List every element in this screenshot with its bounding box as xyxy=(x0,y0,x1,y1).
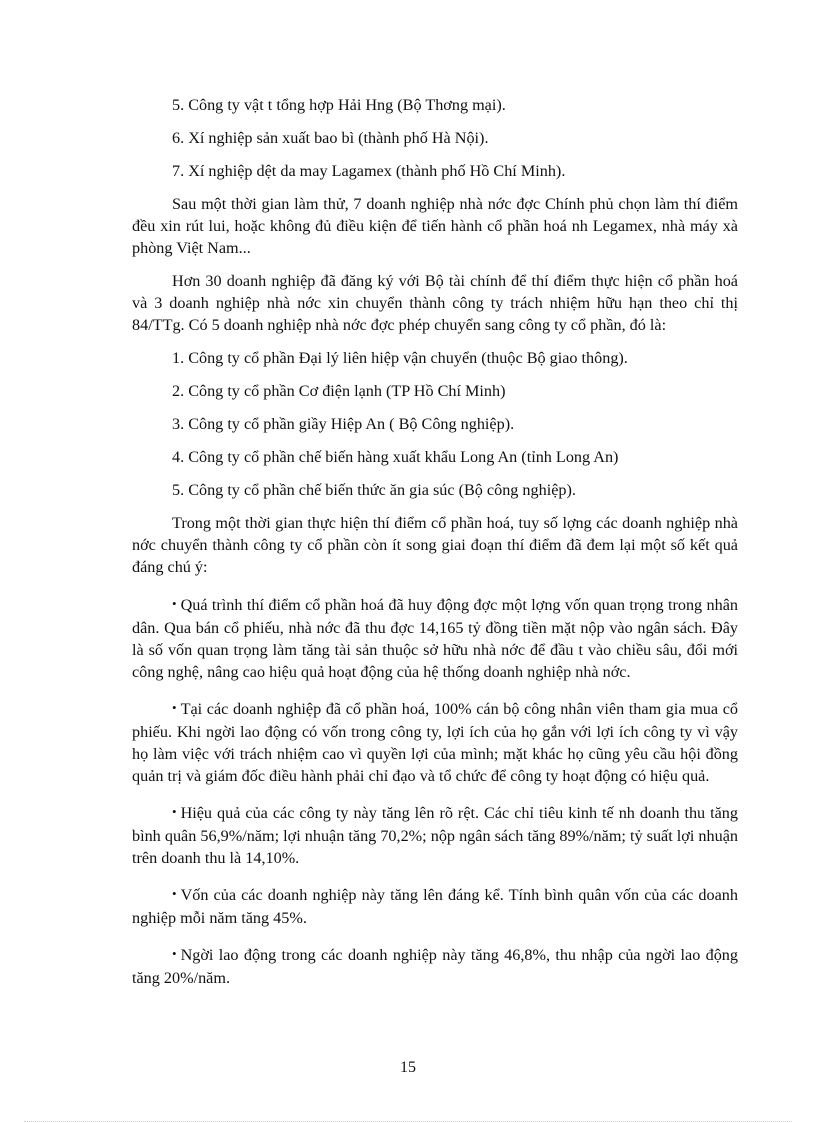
list-item: 4. Công ty cổ phần chế biến hàng xuất khẩu Long An (tỉnh Long An) xyxy=(172,448,619,466)
bullet-text: Hiệu quả của các công ty này tăng lên rõ rệt. Các chỉ tiêu kinh tế nh doanh thu tăng bình quân 56,9%/năm; lợi nhuận tăng 70,2%; nộp ngân sách tăng 89%/năm; tỷ suất lợi nhuận trên doanh thu là 14,10%. xyxy=(132,804,738,867)
bullet-icon: • xyxy=(172,700,177,715)
bullet-text: Tại các doanh nghiệp đã cổ phần hoá, 100% cán bộ công nhân viên tham gia mua cổ phiếu. Khi ngời lao động có vốn trong công ty, lợi ích của họ gắn với lợi ích công ty vì vậy họ làm việc với trách nhiệm cao vì quyền lợi của mình; mặt khác họ cũng yêu cầu hội đồng quản trị và giám đốc điều hành phải chỉ đạo và tổ chức để công ty hoạt động có hiệu quả. xyxy=(132,700,738,785)
paragraph: Trong một thời gian thực hiện thí điểm cổ phần hoá, tuy số lợng các doanh nghiệp nhà nớc chuyển thành công ty cổ phần còn ít song giai đoạn thí điểm đã đem lại một số kết quả đáng chú ý: xyxy=(132,514,738,576)
page-number: 15 xyxy=(400,1059,416,1076)
paragraph: Hơn 30 doanh nghiệp đã đăng ký với Bộ tài chính để thí điểm thực hiện cổ phần hoá và 3 doanh nghiệp nhà nớc xin chuyển thành công ty trách nhiệm hữu hạn theo chỉ thị 84/TTg. Có 5 doanh nghiệp nhà nớc đợc phép chuyển sang công ty cổ phần, đó là: xyxy=(132,272,738,334)
bullet-icon: • xyxy=(172,596,177,611)
bullet-text: Vốn của các doanh nghiệp này tăng lên đáng kể. Tính bình quân vốn của các doanh nghiệp mỗi năm tăng 45%. xyxy=(132,886,738,927)
bullet-paragraph xyxy=(132,698,738,787)
bullet-icon: • xyxy=(172,804,177,819)
bullet-paragraph xyxy=(132,594,738,683)
bullet-paragraph xyxy=(132,802,738,869)
page-body xyxy=(132,94,738,1004)
list-item: 5. Công ty cổ phần chế biến thức ăn gia súc (Bộ công nghiệp). xyxy=(172,481,576,499)
page-bottom-divider xyxy=(24,1121,792,1122)
list-item: 1. Công ty cổ phần Đại lý liên hiệp vận chuyển (thuộc Bộ giao thông). xyxy=(172,349,628,367)
list-item: 3. Công ty cổ phần giầy Hiệp An ( Bộ Công nghiệp). xyxy=(172,415,515,433)
bullet-icon: • xyxy=(172,886,177,901)
paragraph: Sau một thời gian làm thử, 7 doanh nghiệp nhà nớc đợc Chính phủ chọn làm thí điểm đều xin rút lui, hoặc không đủ điều kiện để tiến hành cổ phần hoá nh Legamex, nhà máy xà phòng Việt Nam... xyxy=(132,195,738,257)
list-item: 6. Xí nghiệp sản xuất bao bì (thành phố Hà Nội). xyxy=(172,129,489,147)
list-item: 7. Xí nghiệp dệt da may Lagamex (thành phố Hồ Chí Minh). xyxy=(172,162,566,180)
bullet-icon: • xyxy=(172,946,177,961)
list-item: 2. Công ty cổ phần Cơ điện lạnh (TP Hồ Chí Minh) xyxy=(172,382,506,400)
bullet-paragraph xyxy=(132,944,738,989)
list-item: 5. Công ty vật t tổng hợp Hải Hng (Bộ Thơng mại). xyxy=(172,96,506,114)
bullet-text: Quá trình thí điểm cổ phần hoá đã huy động đợc một lợng vốn quan trọng trong nhân dân. Qua bán cổ phiếu, nhà nớc đã thu đợc 14,165 tỷ đồng tiền mặt nộp vào ngân sách. Đây là số vốn quan trọng làm tăng tài sản thuộc sở hữu nhà nớc để đầu t vào chiều sâu, đổi mới công nghệ, nâng cao hiệu quả hoạt động của hệ thống doanh nghiệp nhà nớc. xyxy=(132,596,738,681)
bullet-text: Ngời lao động trong các doanh nghiệp này tăng 46,8%, thu nhập của ngời lao động tăng 20%/năm. xyxy=(132,946,738,987)
bullet-paragraph xyxy=(132,884,738,929)
